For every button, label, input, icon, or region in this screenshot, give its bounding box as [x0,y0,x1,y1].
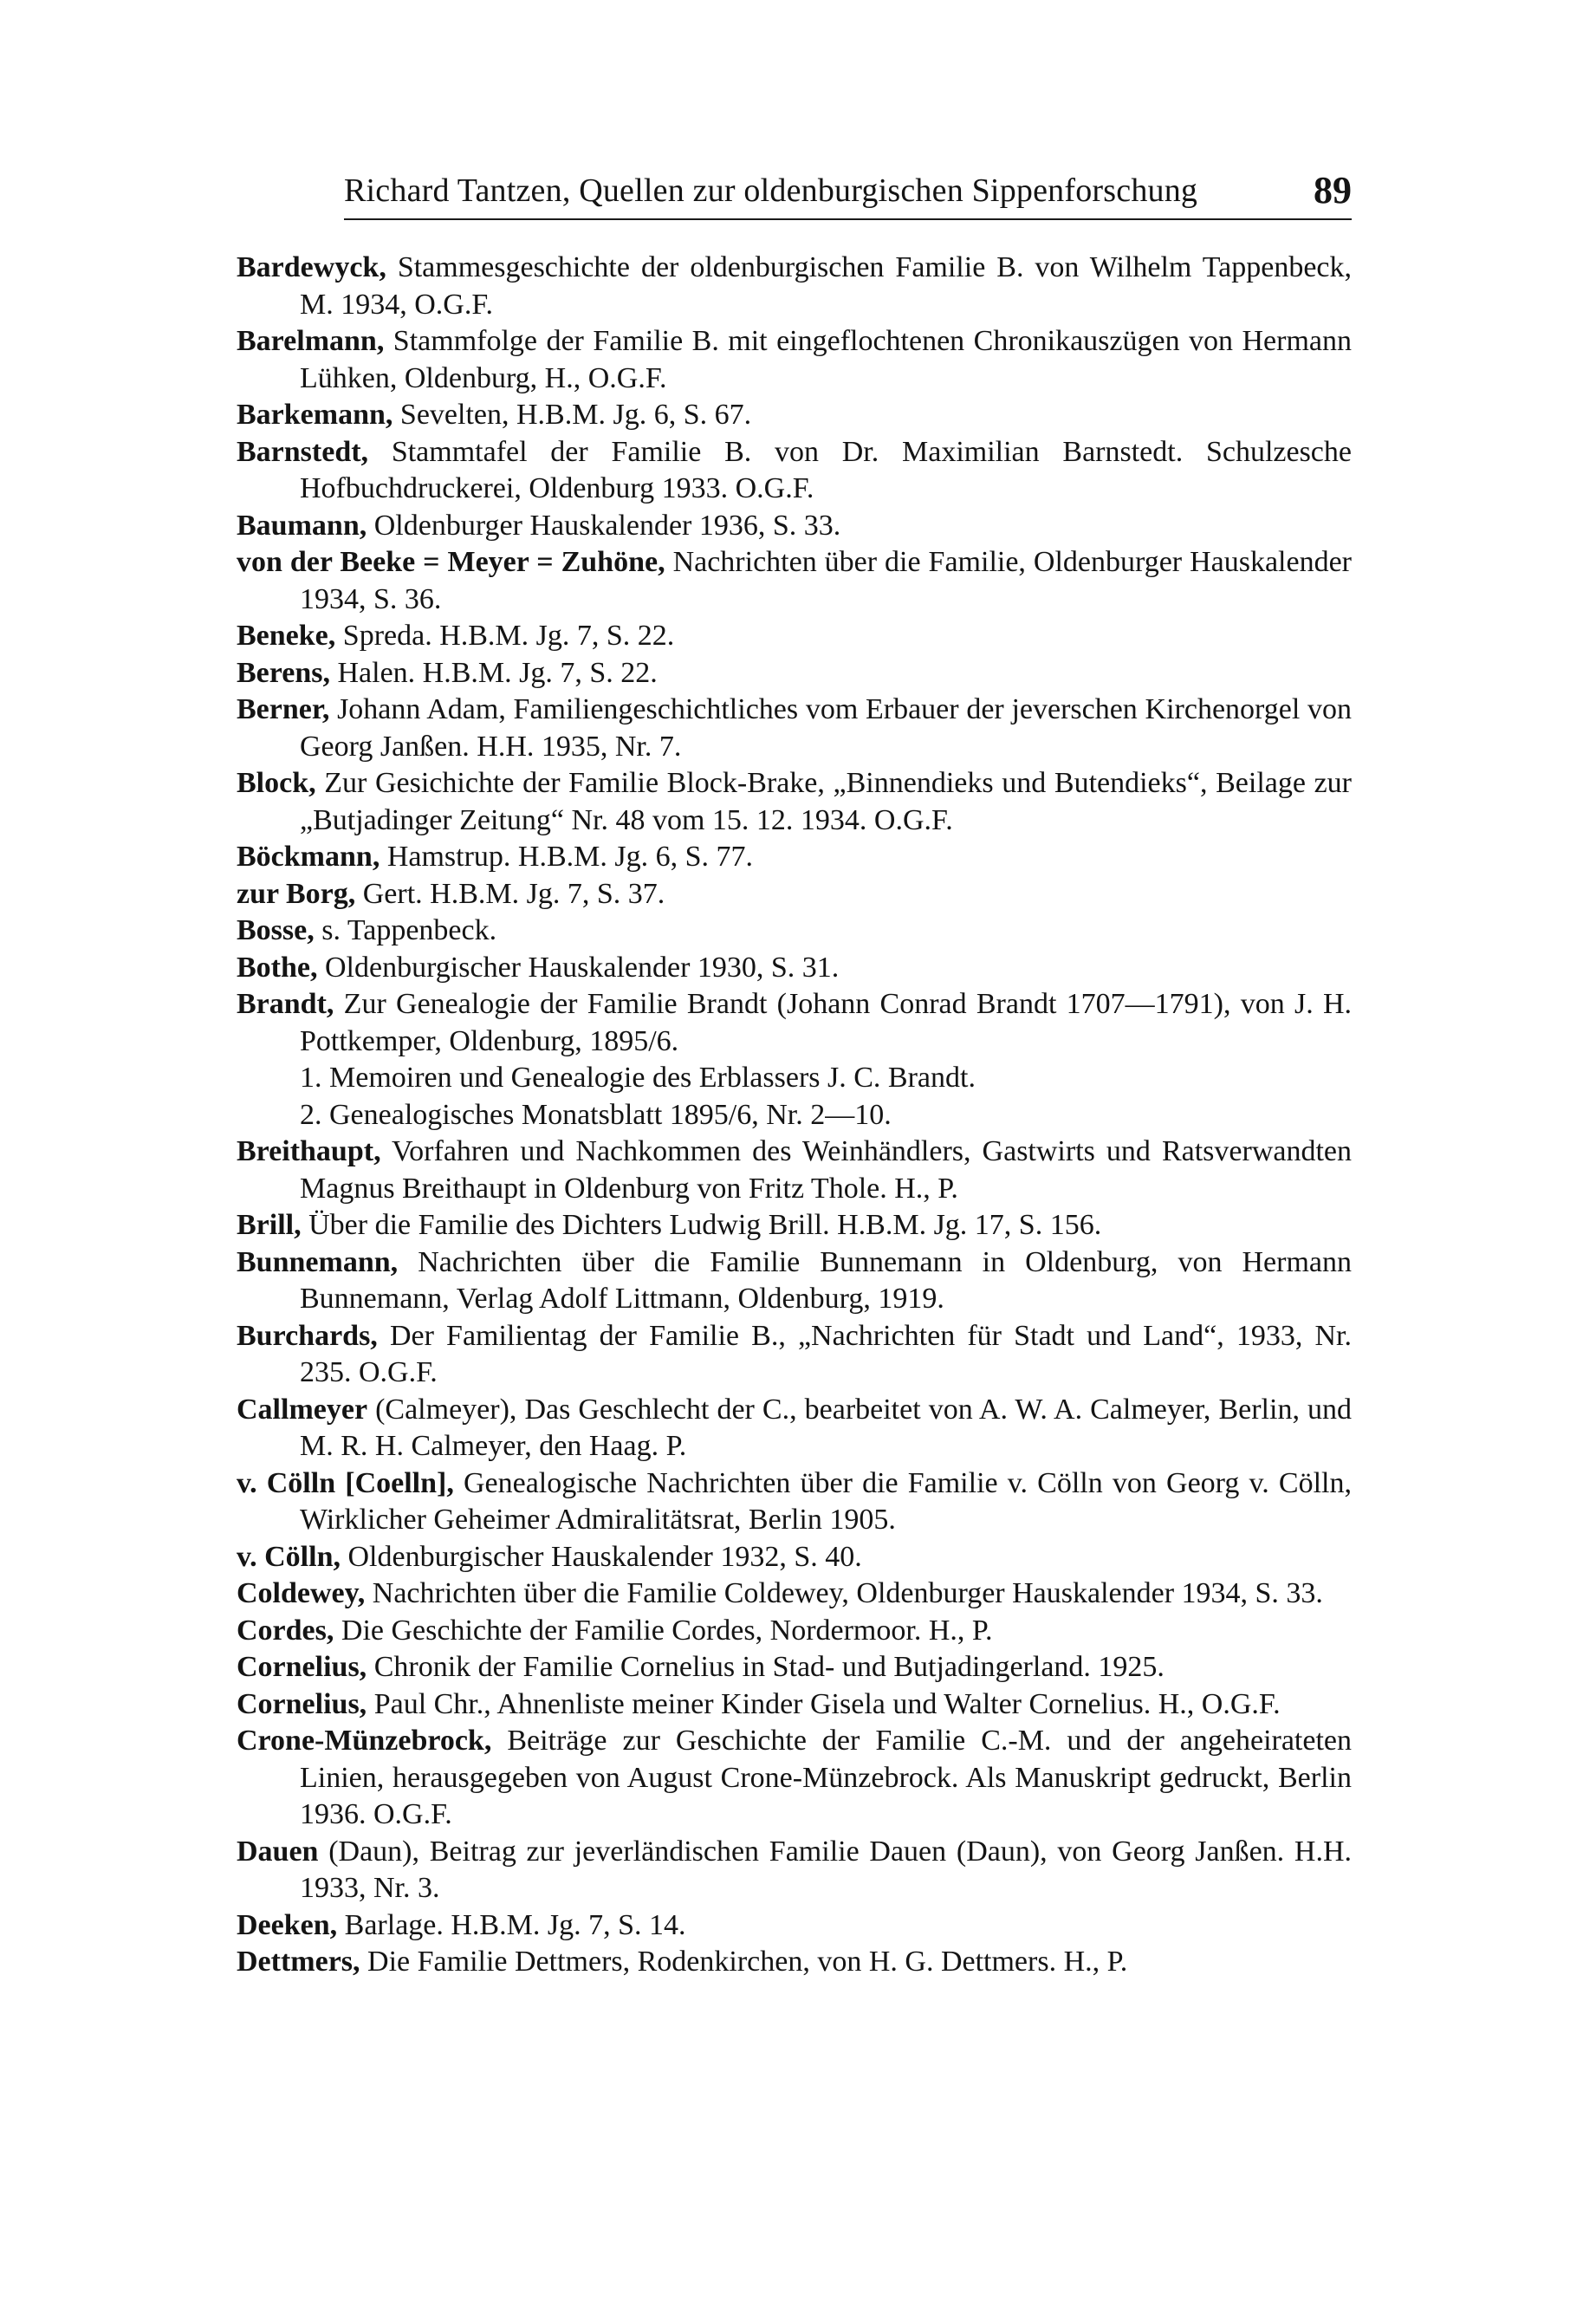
entry-description: Vorfahren und Nachkommen des Weinhändlers, Gastwirts und Ratsverwandten Magnus Breithaupt in Oldenburg von Fritz Thole. H., P. [300,1135,1352,1205]
bibliography-entry [237,1944,1352,1981]
entry-family-name: Brandt, [237,988,334,1020]
bibliography-entry [237,950,1352,987]
entry-family-name: zur Borg, [237,877,356,910]
entry-description: Über die Familie des Dichters Ludwig Brill. H.B.M. Jg. 17, S. 156. [308,1209,1102,1241]
entry-family-name: Bunnemann, [237,1245,399,1278]
entry-description: Gert. H.B.M. Jg. 7, S. 37. [362,877,665,910]
entry-description: Hamstrup. H.B.M. Jg. 6, S. 77. [386,841,754,873]
entry-family-name: Breithaupt, [237,1135,381,1167]
entry-family-name: Dettmers, [237,1946,360,1978]
bibliography-entry [237,1907,1352,1945]
entry-family-name: Coldewey, [237,1577,366,1609]
entry-description: Johann Adam, Familiengeschichtliches vom Erbauer der jeverschen Kirchenorgel von Georg Janßen. H.H. 1935, Nr. 7. [300,693,1352,763]
bibliography-entry [237,1318,1352,1392]
entry-family-name: Cornelius, [237,1651,367,1683]
entry-description: Stammesgeschichte der oldenburgischen Familie B. von Wilhelm Tappenbeck, M. 1934, O.G.F. [300,251,1353,321]
entry-description: Sevelten, H.B.M. Jg. 6, S. 67. [399,399,752,431]
entry-family-name: Bothe, [237,951,318,984]
entry-family-name: Cordes, [237,1614,334,1647]
entry-family-name: Burchards, [237,1319,378,1352]
bibliography-entry [237,692,1352,765]
entry-family-name: Block, [237,767,316,799]
bibliography-entry [237,1576,1352,1613]
entry-description: (Calmeyer), Das Geschlecht der C., bearbeitet von A. W. A. Calmeyer, Berlin, und M. R. H. Calmeyer, den Haag. P. [300,1393,1352,1462]
page-header [344,156,1352,225]
bibliography-entry [237,986,1352,1134]
entry-description: Nachrichten über die Familie Bunnemann in Oldenburg, von Hermann Bunnemann, Verlag Adolf Littmann, Oldenburg, 1919. [300,1245,1353,1315]
bibliography-entry [237,544,1352,618]
entry-description: Oldenburgischer Hauskalender 1930, S. 31. [325,951,840,984]
bibliography-entry [237,655,1352,692]
running-title: Richard Tantzen, Quellen zur oldenburgischen Sippenforschung [344,172,1198,209]
bibliography-entry [237,1539,1352,1576]
bibliography-entry [237,1207,1352,1244]
entry-description: Zur Gesichichte der Familie Block-Brake, „Binnendieks und Butendieks“, Beilage zur „Butjadinger Zeitung“ Nr. 48 vom 15. 12. 1934. O.G.F. [300,767,1352,836]
entry-family-name: v. Cölln, [237,1540,341,1573]
bibliography-list [237,250,1352,1981]
bibliography-entry [237,250,1352,323]
entry-family-name: Brill, [237,1209,302,1241]
entry-description: Die Geschichte der Familie Cordes, Nordermoor. H., P. [341,1614,993,1647]
entry-description: Paul Chr., Ahnenliste meiner Kinder Gisela und Walter Cornelius. H., O.G.F. [373,1687,1281,1720]
entry-family-name: Bosse, [237,914,315,946]
bibliography-entry [237,1649,1352,1686]
entry-description: Spreda. H.B.M. Jg. 7, S. 22. [342,620,675,652]
bibliography-entry [237,876,1352,913]
entry-family-name: Cornelius, [237,1687,367,1720]
entry-family-name: Barelmann, [237,325,385,357]
bibliography-entry [237,618,1352,655]
entry-description: Stammfolge der Familie B. mit eingeflochtenen Chronikauszügen von Hermann Lühken, Oldenburg, H., O.G.F. [300,325,1352,394]
entry-description: Der Familientag der Familie B., „Nachrichten für Stadt und Land“, 1933, Nr. 235. O.G.F. [300,1319,1352,1388]
bibliography-entry [237,1244,1352,1318]
entry-description: Oldenburgischer Hauskalender 1932, S. 40. [347,1540,862,1573]
bibliography-entry [237,1465,1352,1539]
entry-sub-item: 2. Genealogisches Monatsblatt 1895/6, Nr. 2—10. [300,1098,892,1131]
entry-description: Halen. H.B.M. Jg. 7, S. 22. [337,656,658,689]
entry-description: Oldenburger Hauskalender 1936, S. 33. [373,509,841,542]
entry-family-name: Baumann, [237,509,367,542]
entry-family-name: Böckmann, [237,841,380,873]
header-rule [344,218,1352,220]
bibliography-entry [237,765,1352,839]
entry-description: Chronik der Familie Cornelius in Stad- und Butjadingerland. 1925. [373,1651,1165,1683]
bibliography-entry [237,1834,1352,1907]
bibliography-entry [237,1686,1352,1724]
entry-description: s. Tappenbeck. [321,914,497,946]
bibliography-entry [237,1613,1352,1650]
entry-family-name: v. Cölln [Coelln], [237,1466,454,1499]
bibliography-entry [237,1392,1352,1465]
entry-description: Stammtafel der Familie B. von Dr. Maximilian Barnstedt. Schulzesche Hofbuchdruckerei, Oldenburg 1933. O.G.F. [300,435,1352,504]
entry-family-name: Callmeyer [237,1393,368,1426]
entry-family-name: Dauen [237,1835,319,1868]
page-number: 89 [1314,169,1352,211]
entry-family-name: Barkemann, [237,399,393,431]
entry-family-name: Beneke, [237,620,336,652]
entry-family-name: Berner, [237,693,330,725]
bibliography-entry [237,508,1352,545]
entry-family-name: Barnstedt, [237,435,369,468]
entry-family-name: Crone-Münzebrock, [237,1725,492,1757]
entry-description: Barlage. H.B.M. Jg. 7, S. 14. [344,1908,686,1941]
entry-description: Beiträge zur Geschichte der Familie C.-M. und der angeheirateten Linien, herausgegeben von August Crone-Münzebrock. Als Manuskript gedruckt, Berlin 1936. O.G.F. [300,1725,1353,1830]
entry-family-name: von der Beeke = Meyer = Zuhöne, [237,546,665,578]
bibliography-entry [237,323,1352,397]
entry-family-name: Bardewyck, [237,251,386,283]
bibliography-entry [237,434,1352,508]
entry-description: (Daun), Beitrag zur jeverländischen Familie Dauen (Daun), von Georg Janßen. H.H. 1933, Nr. 3. [300,1835,1353,1904]
bibliography-entry [237,397,1352,434]
entry-family-name: Deeken, [237,1908,338,1941]
bibliography-entry [237,839,1352,876]
entry-sub-item: 1. Memoiren und Genealogie des Erblassers J. C. Brandt. [300,1062,976,1094]
entry-description: Die Familie Dettmers, Rodenkirchen, von H. G. Dettmers. H., P. [367,1946,1128,1978]
bibliography-entry [237,913,1352,950]
entry-family-name: Berens, [237,656,330,689]
bibliography-entry [237,1723,1352,1834]
entry-description: Nachrichten über die Familie Coldewey, Oldenburger Hauskalender 1934, S. 33. [372,1577,1323,1609]
entry-description: Nachrichten über die Familie, Oldenburger Hauskalender 1934, S. 36. [300,546,1353,615]
entry-description: Genealogische Nachrichten über die Familie v. Cölln von Georg v. Cölln, Wirklicher Geheimer Admiralitätsrat, Berlin 1905. [300,1466,1352,1536]
entry-description: Zur Genealogie der Familie Brandt (Johann Conrad Brandt 1707—1791), von J. H. Pottkemper, Oldenburg, 1895/6. [300,988,1352,1057]
bibliography-entry [237,1134,1352,1207]
